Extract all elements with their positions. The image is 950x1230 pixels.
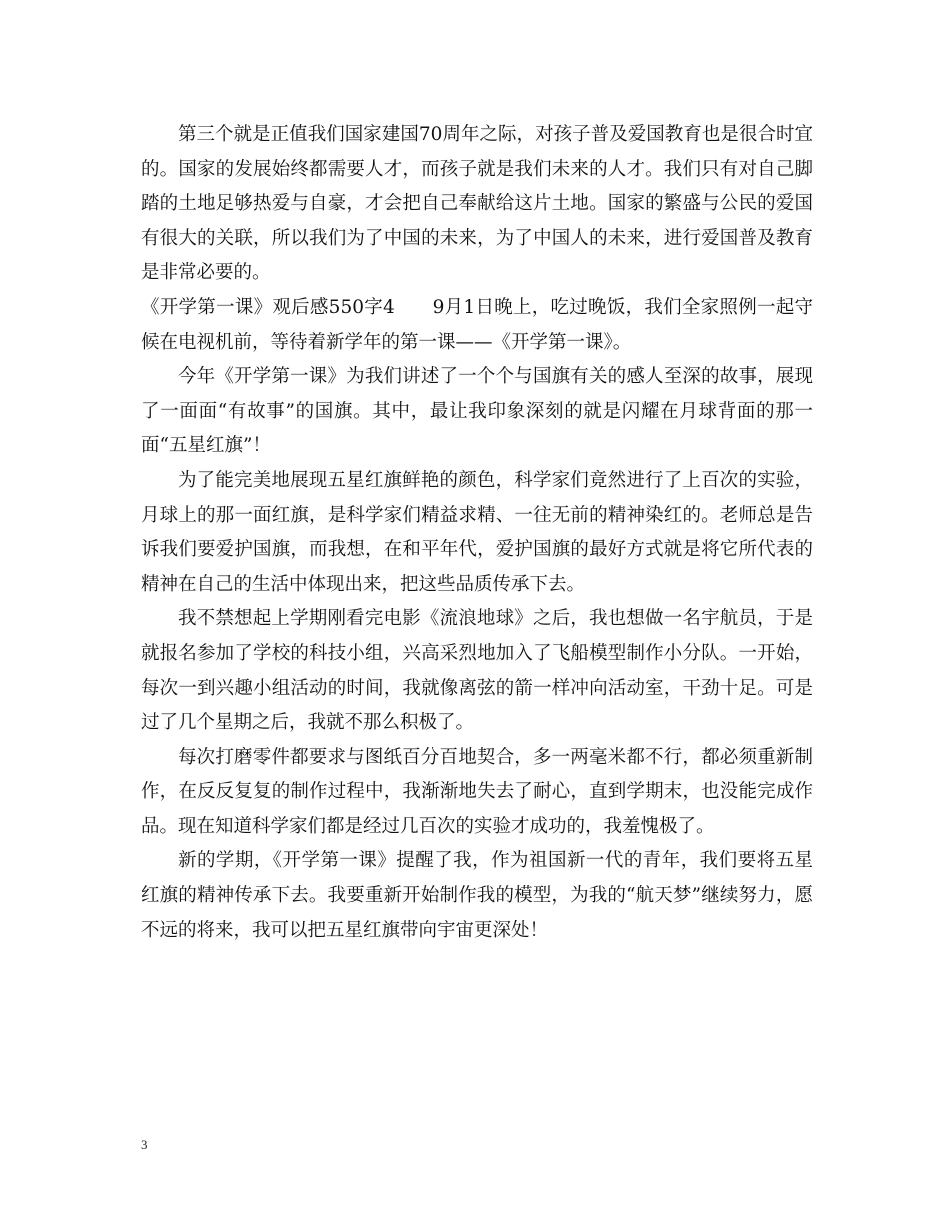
paragraph: 第三个就是正值我们国家建国70周年之际，对孩子普及爱国教育也是很合时宜的。国家的发展始终都需要人才，而孩子就是我们未来的人才。我们只有对自己脚踏的土地足够热爱与自豪，才会把自己奉献给这片土地。国家的繁盛与公民的爱国有很大的关联，所以我们为了中国的未来，为了中国人的未来，进行爱国普及教育是非常必要的。 bbox=[141, 124, 813, 284]
document-body bbox=[141, 118, 813, 948]
paragraph: 为了能完美地展现五星红旗鲜艳的颜色，科学家们竟然进行了上百次的实验，月球上的那一面红旗，是科学家们精益求精、一往无前的精神染红的。老师总是告诉我们要爱护国旗，而我想，在和平年代，爱护国旗的最好方式就是将它所代表的精神在自己的生活中体现出来，把这些品质传承下去。 bbox=[141, 469, 813, 595]
paragraph: 每次打磨零件都要求与图纸百分百地契合，多一两毫米都不行，都必须重新制作，在反反复复的制作过程中，我渐渐地失去了耐心，直到学期末，也没能完成作品。现在知道科学家们都是经过几百次的实验才成功的，我羞愧极了。 bbox=[141, 746, 813, 837]
page-number: 3 bbox=[141, 1137, 148, 1152]
paragraph: 我不禁想起上学期刚看完电影《流浪地球》之后，我也想做一名宇航员，于是就报名参加了学校的科技小组，兴高采烈地加入了飞船模型制作小分队。一开始，每次一到兴趣小组活动的时间，我就像离弦的箭一样冲向活动室，干劲十足。可是过了几个星期之后，我就不那么积极了。 bbox=[141, 608, 813, 734]
paragraph-essay-heading: 《开学第一课》观后感550字4 9月1日晚上，吃过晚饭，我们全家照例一起守候在电视机前，等待着新学年的第一课——《开学第一课》。 bbox=[141, 296, 813, 353]
paragraph: 新的学期，《开学第一课》提醒了我，作为祖国新一代的青年，我们要将五星红旗的精神传承下去。我要重新开始制作我的模型，为我的“航天梦”继续努力，愿不远的将来，我可以把五星红旗带向宇宙更深处！ bbox=[141, 850, 813, 941]
paragraph: 今年《开学第一课》为我们讲述了一个个与国旗有关的感人至深的故事，展现了一面面“有故事”的国旗。其中，最让我印象深刻的就是闪耀在月球背面的那一面“五星红旗”！ bbox=[141, 366, 813, 457]
